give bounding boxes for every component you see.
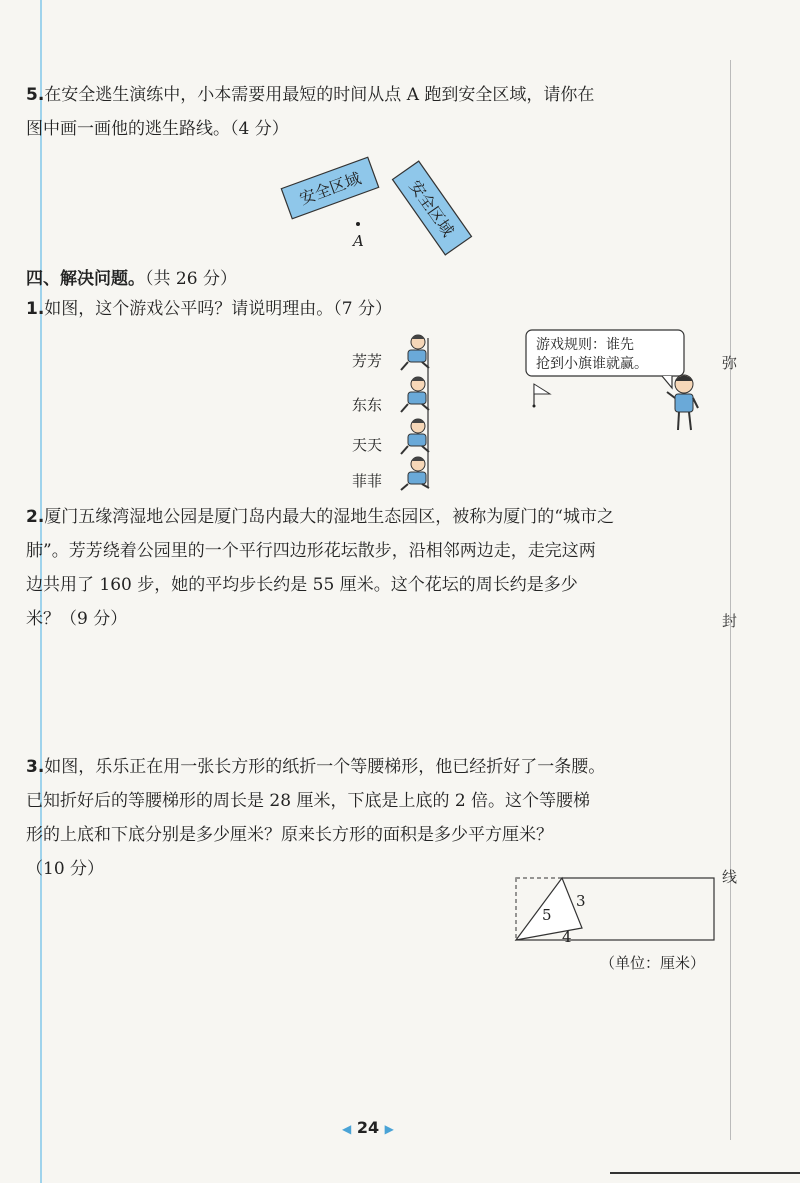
- p2-text: [26, 500, 614, 636]
- p3-line1: 如图，乐乐正在用一张长方形的纸折一个等腰梯形，他已经折好了一条腰。: [44, 757, 606, 777]
- flag-icon: [533, 384, 551, 408]
- side-4-label: 4: [562, 928, 572, 946]
- safe-zone-right[interactable]: [393, 161, 472, 255]
- section-4-heading: 四、解决问题。: [26, 269, 145, 289]
- prev-arrow-icon: ◀: [342, 1122, 352, 1136]
- side-mark-feng: 封: [722, 612, 738, 630]
- p2-number: 2.: [26, 507, 45, 527]
- page-number: [342, 1118, 394, 1137]
- fold-figure[interactable]: [510, 872, 724, 948]
- safe-zone-left[interactable]: [281, 157, 378, 219]
- runner-1: [401, 335, 429, 370]
- q5-text: [26, 78, 594, 146]
- bottom-rule: [610, 1172, 800, 1174]
- p3-line2: 已知折好后的等腰梯形的周长是 28 厘米，下底是上底的 2 倍。这个等腰梯: [26, 791, 591, 811]
- zone1-label: 安全区域: [296, 168, 364, 209]
- binding-line: [730, 60, 731, 1140]
- next-arrow-icon: ▶: [384, 1122, 394, 1136]
- runner-4: [401, 457, 429, 490]
- name-tiantian: 天天: [352, 436, 383, 454]
- q5-number: 5.: [26, 85, 45, 105]
- runners-figure: [396, 328, 440, 494]
- side-mark-mi: 弥: [722, 354, 738, 372]
- name-dongdong: 东东: [352, 396, 383, 414]
- side-5-label: 5: [542, 906, 552, 924]
- side-3-label: 3: [576, 892, 586, 910]
- page-number-value: 24: [356, 1118, 380, 1137]
- runner-2: [401, 377, 429, 412]
- p1-text: [26, 292, 392, 326]
- safe-zone-figure[interactable]: [270, 150, 490, 260]
- point-a-dot[interactable]: [356, 222, 360, 226]
- runner-3: [401, 419, 429, 454]
- p1-number: 1.: [26, 299, 45, 319]
- point-a-label: A: [353, 232, 364, 250]
- p3-line4: （10 分）: [26, 859, 105, 879]
- p2-line4: 米？（9 分）: [26, 609, 128, 629]
- q5-line2: 图中画一画他的逃生路线。（4 分）: [26, 119, 289, 139]
- name-fangfang: 芳芳: [352, 352, 383, 370]
- p2-line3: 边共用了 160 步，她的平均步长约是 55 厘米。这个花坛的周长约是多少: [26, 575, 578, 595]
- p2-line1: 厦门五缘湾湿地公园是厦门岛内最大的湿地生态园区，被称为厦门的“城市之: [44, 507, 614, 527]
- p1-line: 如图，这个游戏公平吗？请说明理由。（7 分）: [44, 299, 393, 319]
- side-mark-xian: 线: [722, 868, 738, 886]
- rule-line1: 游戏规则：谁先: [536, 337, 634, 353]
- unit-label: （单位：厘米）: [600, 954, 706, 972]
- rule-line2: 抢到小旗谁就赢。: [536, 356, 648, 372]
- game-rule-figure: [522, 326, 712, 446]
- p2-line2: 肺”。芳芳绕着公园里的一个平行四边形花坛散步，沿相邻两边走，走完这两: [26, 541, 596, 561]
- section-4-title: [26, 264, 237, 289]
- q5-line1: 在安全逃生演练中，小本需要用最短的时间从点 A 跑到安全区域，请你在: [44, 85, 595, 105]
- zone2-label: 安全区域: [405, 176, 458, 240]
- section-4-points: （共 26 分）: [145, 269, 237, 289]
- name-feifei: 菲菲: [352, 472, 383, 490]
- p3-line3: 形的上底和下底分别是多少厘米？原来长方形的面积是多少平方厘米？: [26, 825, 553, 845]
- p3-number: 3.: [26, 757, 45, 777]
- p3-text: [26, 750, 605, 886]
